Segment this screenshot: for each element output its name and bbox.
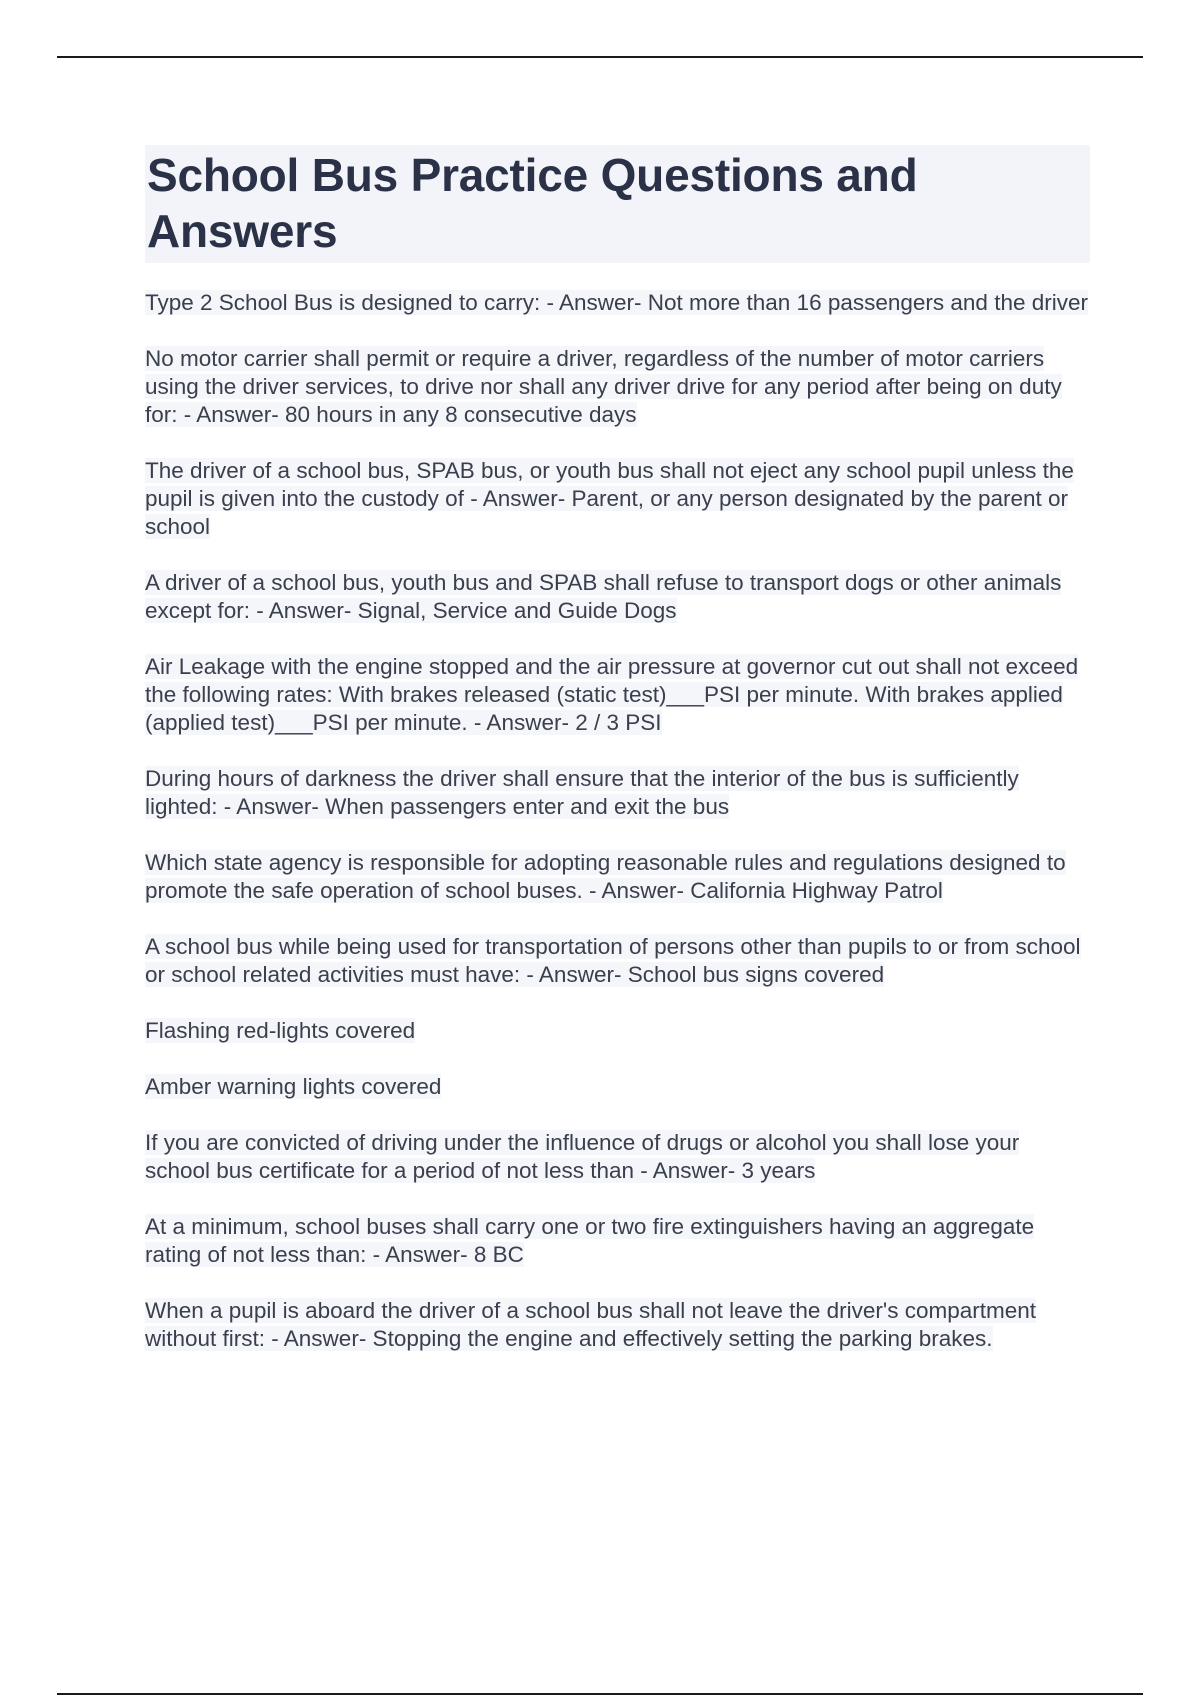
qa-text: A driver of a school bus, youth bus and SPAB shall refuse to transport dogs or other animals except for: - Answer- Signal, Service and Guide Dogs [145, 570, 1062, 623]
qa-item-4 [145, 569, 1090, 625]
qa-item-10 [145, 1073, 1090, 1101]
qa-text: Type 2 School Bus is designed to carry: - Answer- Not more than 16 passengers and the driver [145, 290, 1088, 315]
qa-text: When a pupil is aboard the driver of a school bus shall not leave the driver's compartment without first: - Answer- Stopping the engine and effectively setting the parking brakes. [145, 1298, 1037, 1351]
qa-item-12 [145, 1213, 1090, 1269]
qa-item-6 [145, 765, 1090, 821]
qa-text: No motor carrier shall permit or require a driver, regardless of the number of motor carriers using the driver services, to drive nor shall any driver drive for any period after being on duty for: - Answer- 80 hours in any 8 consecutive days [145, 346, 1062, 427]
top-rule [57, 56, 1143, 58]
qa-text: If you are convicted of driving under the influence of drugs or alcohol you shall lose your school bus certificate for a period of not less than - Answer- 3 years [145, 1130, 1020, 1183]
qa-item-13 [145, 1297, 1090, 1353]
document-body [145, 145, 1090, 1381]
qa-text: The driver of a school bus, SPAB bus, or youth bus shall not eject any school pupil unless the pupil is given into the custody of - Answer- Parent, or any person designated by the parent or school [145, 458, 1074, 539]
qa-text: A school bus while being used for transportation of persons other than pupils to or from school or school related activities must have: - Answer- School bus signs covered [145, 934, 1081, 987]
qa-item-1 [145, 289, 1090, 317]
qa-item-5 [145, 653, 1090, 737]
qa-item-8 [145, 933, 1090, 989]
page-title: School Bus Practice Questions and Answers [147, 149, 918, 257]
qa-text: During hours of darkness the driver shall ensure that the interior of the bus is sufficiently lighted: - Answer- When passengers enter and exit the bus [145, 766, 1019, 819]
qa-item-7 [145, 849, 1090, 905]
qa-item-11 [145, 1129, 1090, 1185]
qa-item-9 [145, 1017, 1090, 1045]
qa-text: Which state agency is responsible for adopting reasonable rules and regulations designed to promote the safe operation of school buses. - Answer- California Highway Patrol [145, 850, 1066, 903]
title-block [145, 145, 1090, 263]
bottom-rule [57, 1693, 1143, 1695]
qa-text: At a minimum, school buses shall carry one or two fire extinguishers having an aggregate rating of not less than: - Answer- 8 BC [145, 1214, 1035, 1267]
qa-text: Flashing red-lights covered [145, 1018, 416, 1043]
qa-text: Amber warning lights covered [145, 1074, 442, 1099]
qa-item-3 [145, 457, 1090, 541]
qa-item-2 [145, 345, 1090, 429]
qa-text: Air Leakage with the engine stopped and the air pressure at governor cut out shall not exceed the following rates: With brakes released (static test)___PSI per minute. With brakes applied (applied test)___PSI per minute. - Answer- 2 / 3 PSI [145, 654, 1079, 735]
